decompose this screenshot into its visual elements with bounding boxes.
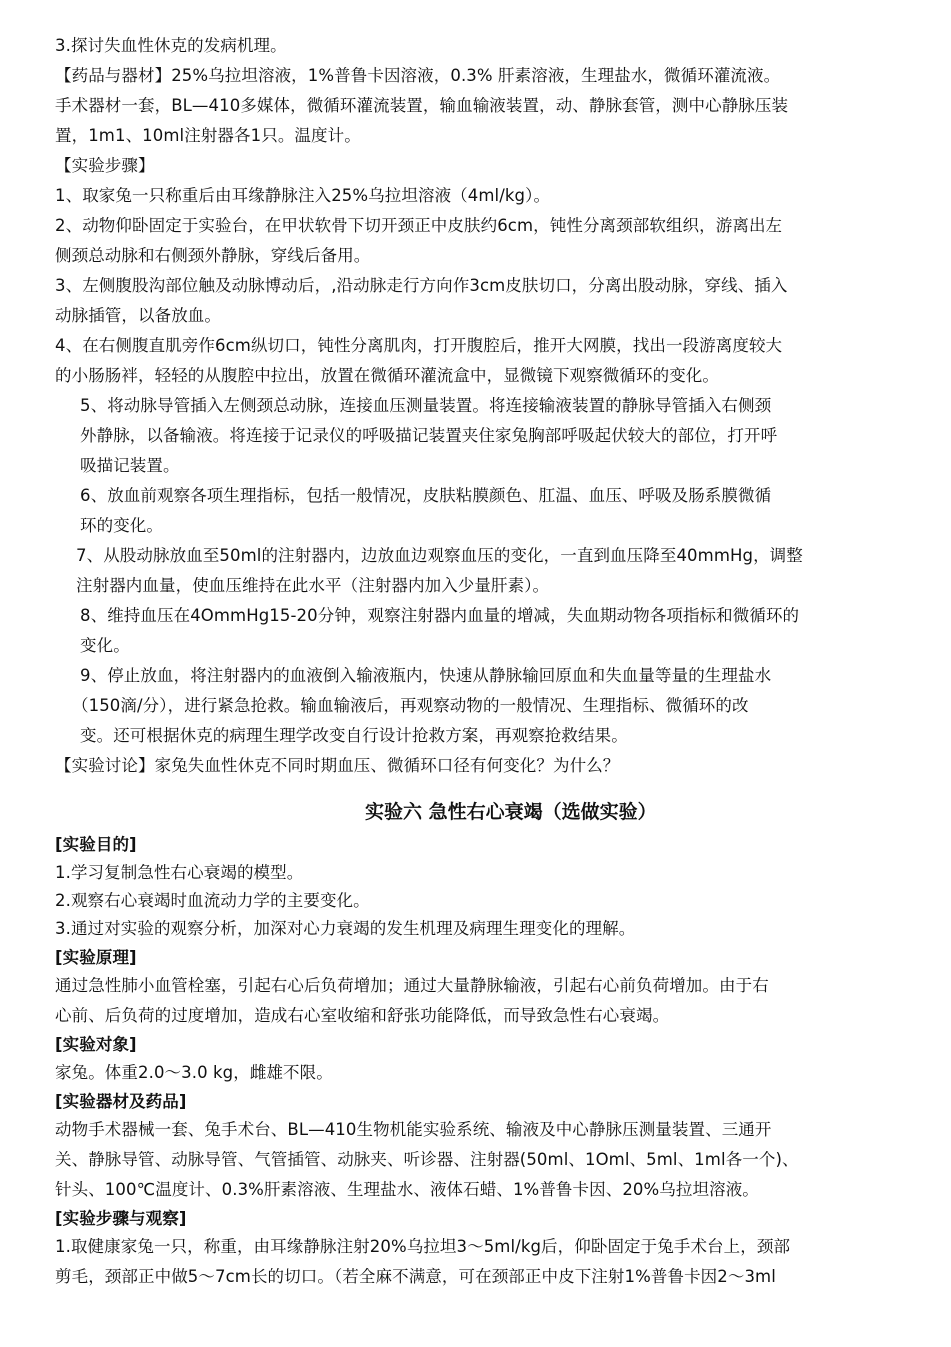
step-line: （150滴/分），进行紧急抢救。输血输液后，再观察动物的一般情况、生理指标、微循环的改	[72, 696, 749, 715]
step-line: 9、停止放血，将注射器内的血液倒入输液瓶内，快速从静脉输回原血和失血量等量的生理盐水	[80, 666, 772, 685]
text-line: 剪毛，颈部正中做5～7cm长的切口。（若全麻不满意，可在颈部正中皮下注射1%普鲁卡因2～3ml	[55, 1267, 776, 1286]
step-line: 外静脉，以备输液。将连接于记录仪的呼吸描记装置夹住家兔胸部呼吸起伏较大的部位，打开呼	[80, 426, 778, 445]
subsection-heading: [实验对象]	[55, 1035, 137, 1054]
step-line: 环的变化。	[80, 516, 163, 535]
step-line: 的小肠肠袢，轻轻的从腹腔中拉出，放置在微循环灌流盒中，显微镜下观察微循环的变化。	[55, 366, 719, 385]
step-line: 8、维持血压在4OmmHg15-20分钟，观察注射器内血量的增减，失血期动物各项指标和微循环的	[80, 606, 800, 625]
text-line: 关、静脉导管、动脉导管、气管插管、动脉夹、听诊器、注射器(50ml、1Oml、5ml、1ml各一个)、	[55, 1150, 799, 1169]
text-line: 置，1m1、10ml注射器各1只。温度计。	[55, 126, 361, 145]
step-line: 5、将动脉导管插入左侧颈总动脉，连接血压测量装置。将连接输液装置的静脉导管插入右侧颈	[80, 396, 772, 415]
subsection-heading: [实验原理]	[55, 948, 137, 967]
step-line: 2、动物仰卧固定于实验台，在甲状软骨下切开颈正中皮肤约6cm，钝性分离颈部软组织，游离出左	[55, 216, 783, 235]
text-line: 动物手术器械一套、兔手术台、BL—410生物机能实验系统、输液及中心静脉压测量装置、三通开	[55, 1120, 772, 1139]
text-line: 3.通过对实验的观察分析，加深对心力衰竭的发生机理及病理生理变化的理解。	[55, 919, 636, 938]
text-line: 1.取健康家兔一只，称重，由耳缘静脉注射20%乌拉坦3～5ml/kg后，仰卧固定于兔手术台上，颈部	[55, 1237, 791, 1256]
text-line: 2.观察右心衰竭时血流动力学的主要变化。	[55, 891, 370, 910]
subsection-heading: [实验目的]	[55, 835, 137, 854]
step-line: 4、在右侧腹直肌旁作6cm纵切口，钝性分离肌肉，打开腹腔后，推开大网膜，找出一段游离度较大	[55, 336, 783, 355]
step-line: 吸描记装置。	[80, 456, 180, 475]
step-line: 6、放血前观察各项生理指标，包括一般情况，皮肤粘膜颜色、肛温、血压、呼吸及肠系膜微循	[80, 486, 772, 505]
text-line: 3.探讨失血性休克的发病机理。	[55, 36, 287, 55]
text-line: 心前、后负荷的过度增加，造成右心室收缩和舒张功能降低，而导致急性右心衰竭。	[55, 1006, 670, 1025]
step-line: 变化。	[80, 636, 130, 655]
materials-line: 【药品与器材】25%乌拉坦溶液，1%普鲁卡因溶液，0.3% 肝素溶液，生理盐水，微循环灌流液。	[55, 66, 781, 85]
section-title: 实验六 急性右心衰竭（选做实验）	[365, 801, 657, 823]
text-line: 针头、100℃温度计、0.3%肝素溶液、生理盐水、液体石蜡、1%普鲁卡因、20%乌拉坦溶液。	[55, 1180, 759, 1199]
step-line: 1、取家兔一只称重后由耳缘静脉注入25%乌拉坦溶液（4ml/kg）。	[55, 186, 551, 205]
discussion-line: 【实验讨论】家兔失血性休克不同时期血压、微循环口径有何变化？为什么？	[55, 756, 620, 775]
step-line: 动脉插管，以备放血。	[55, 306, 221, 325]
subsection-heading: [实验步骤与观察]	[55, 1209, 187, 1228]
text-line: 家兔。体重2.0～3.0 kg，雌雄不限。	[55, 1063, 333, 1082]
step-line: 3、左侧腹股沟部位触及动脉博动后，,沿动脉走行方向作3cm皮肤切口，分离出股动脉，穿线、插入	[55, 276, 788, 295]
text-line: 1.学习复制急性右心衰竭的模型。	[55, 863, 304, 882]
step-line: 侧颈总动脉和右侧颈外静脉，穿线后备用。	[55, 246, 371, 265]
step-line: 7、从股动脉放血至50ml的注射器内，边放血边观察血压的变化，一直到血压降至40mmHg，调整	[76, 546, 803, 565]
subsection-heading: [实验器材及药品]	[55, 1092, 187, 1111]
section-heading: 【实验步骤】	[55, 156, 155, 175]
step-line: 变。还可根据休克的病理生理学改变自行设计抢救方案，再观察抢救结果。	[80, 726, 628, 745]
text-line: 通过急性肺小血管栓塞，引起右心后负荷增加；通过大量静脉输液，引起右心前负荷增加。由于右	[55, 976, 769, 995]
text-line: 手术器材一套，BL—410多媒体，微循环灌流装置，输血输液装置，动、静脉套管，测中心静脉压装	[55, 96, 789, 115]
step-line: 注射器内血量，使血压维持在此水平（注射器内加入少量肝素）。	[76, 576, 550, 595]
